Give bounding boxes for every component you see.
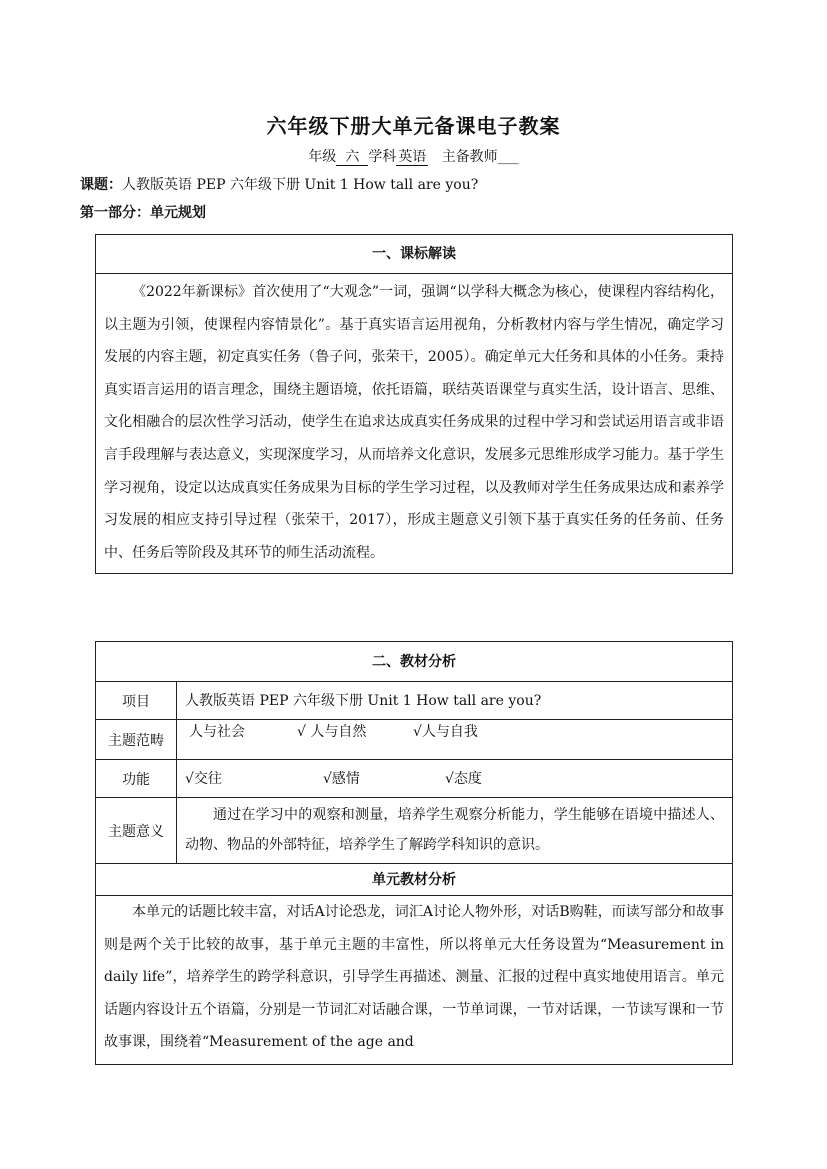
theme-label: 主题范畴	[96, 720, 177, 759]
teacher-label: 主备教师	[441, 149, 498, 165]
function-options	[177, 760, 732, 797]
function-option-attitude: √态度	[445, 771, 482, 787]
function-row	[96, 760, 732, 798]
page-title: 六年级下册大单元备课电子教案	[266, 114, 561, 138]
meaning-value: 通过在学习中的观察和测量，培养学生观察分析能力，学生能够在语境中描述人、动物、物品的外部特征，培养学生了解跨学科知识的意识。	[185, 807, 724, 853]
theme-row	[96, 720, 732, 760]
subject-value: 英语	[398, 149, 427, 165]
material-heading: 二、教材分析	[96, 642, 732, 682]
material-table	[95, 641, 733, 1065]
subject-label: 学科	[368, 149, 397, 165]
item-label: 项目	[96, 682, 177, 719]
lesson-value: 人教版英语 PEP 六年级下册 Unit 1 How tall are you?	[122, 177, 479, 193]
teacher-value: ___	[497, 149, 519, 165]
function-label: 功能	[96, 760, 177, 797]
grade-value: 六	[336, 149, 368, 166]
meta-line	[0, 146, 827, 166]
lesson-label: 课题：	[80, 177, 122, 193]
meaning-label: 主题意义	[96, 798, 177, 863]
grade-label: 年级	[308, 149, 337, 165]
theme-option-society: 人与社会	[189, 724, 245, 740]
unit-analysis-body: 本单元的话题比较丰富，对话A讨论恐龙，词汇A讨论人物外形，对话B购鞋，而读写部分和故事则是两个关于比较的故事，基于单元主题的丰富性，所以将单元大任务设置为“Measurement in daily life”，培养学生的跨学科意识，引导学生再描述、测量、汇报的过程中真实地使用语言。单元话题内容设计五个语篇，分别是一节词汇对话融合课，一节单词课，一节对话课，一节读写课和一节故事课，围绕着“Measurement of the age and	[104, 904, 724, 1051]
theme-option-nature: √ 人与自然	[297, 724, 367, 740]
standards-body: 《2022年新课标》首次使用了“大观念”一词，强调“以学科大概念为核心，使课程内容结构化，以主题为引领，使课程内容情景化”。基于真实语言运用视角，分析教材内容与学生情况，确定学习发展的内容主题，初定真实任务（鲁子问，张荣干，2005）。确定单元大任务和具体的小任务。秉持真实语言运用的语言理念，围绕主题语境，依托语篇，联结英语课堂与真实生活，设计语言、思维、文化相融合的层次性学习活动，使学生在追求达成真实任务成果的过程中学习和尝试运用语言或非语言手段理解与表达意义，实现深度学习，从而培养文化意识，发展多元思维形成学习能力。基于学生学习视角，设定以达成真实任务成果为目标的学生学习过程，以及教师对学生任务成果达成和素养学习发展的相应支持引导过程（张荣干，2017），形成主题意义引领下基于真实任务的任务前、任务中、任务后等阶段及其环节的师生活动流程。	[104, 284, 724, 561]
theme-option-self: √人与自我	[413, 724, 478, 740]
item-value: 人教版英语 PEP 六年级下册 Unit 1 How tall are you?	[185, 693, 542, 709]
unit-analysis-heading: 单元教材分析	[96, 864, 732, 896]
function-option-emotion: √感情	[323, 771, 360, 787]
standards-heading: 一、课标解读	[96, 235, 732, 274]
theme-options	[177, 720, 732, 759]
standards-table	[95, 234, 733, 574]
meaning-row	[96, 798, 732, 864]
lesson-line	[80, 174, 478, 194]
function-option-communication: √交往	[185, 771, 222, 787]
part-heading: 第一部分：单元规划	[80, 205, 206, 221]
item-row	[96, 682, 732, 720]
